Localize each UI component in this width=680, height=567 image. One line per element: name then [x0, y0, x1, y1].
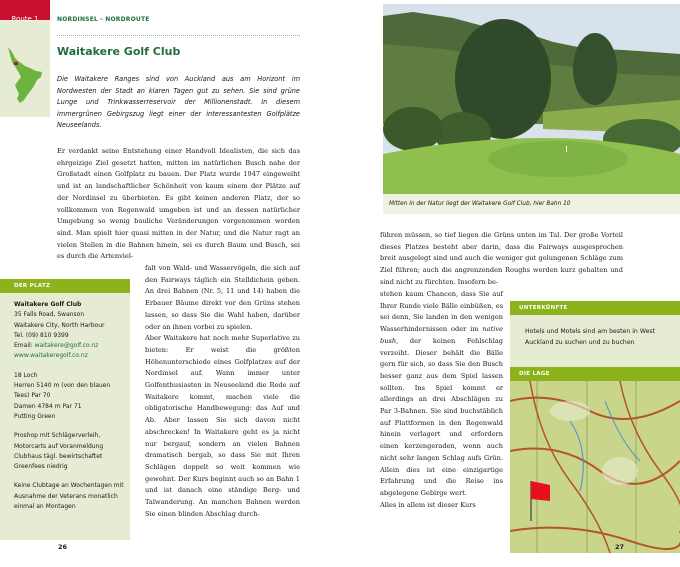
- club-name: Waitakere Golf Club: [14, 301, 82, 308]
- body-paragraph-3: führen müssen, so tief liegen die Grüns unten im Tal. Der große Vorteil dieses Platzes besteht aber darin, dass die Fairways ausgesprochen breit ausgelegt sind und auch die weniger gut gelungenen Schläge zum Ziel führen; auch die angrenzenden Roughs werden kurz gehalten und sind nicht zu fürchten. Insofern be-: [380, 231, 623, 286]
- address-line-2: Waitakere City, North Harbour: [14, 321, 105, 329]
- photo-caption: Mitten in der Natur liegt der Waitakere Golf Club, hier Bahn 10: [383, 194, 680, 214]
- right-page: [380, 0, 680, 567]
- website-link[interactable]: www.waitakeregolf.co.nz: [14, 352, 88, 360]
- route-label: Route 1: [11, 15, 39, 23]
- location-heading: DIE LAGE: [510, 367, 680, 381]
- body-text-bush-pre: stehen kaum Chancen, dass Sie auf Ihrer Runde viele Bälle einbüßen, es sei denn, Sie landen in den wenigen Wasserhindernissen oder im: [380, 290, 503, 334]
- accommodation-box: [510, 301, 680, 367]
- holes-count: 18 Loch: [14, 371, 38, 379]
- email-link[interactable]: waitakere@golf.co.nz: [34, 342, 99, 350]
- facilities: Proshop mit Schlägerverleih, Motorcarts auf Voranmeldung Clubhaus tägl. bewirtschaftet Greenfees niedrig: [14, 432, 104, 471]
- page-number-left: 26: [58, 543, 68, 551]
- accommodation-heading: UNTERKÜNFTE: [510, 301, 680, 315]
- address-line-1: 35 Falls Road, Swanson: [14, 311, 85, 319]
- phone-number: Tel. (09) 810 9399: [14, 331, 69, 339]
- men-course-length: Herren 5140 m (von den blauen Tees) Par 70: [14, 382, 111, 400]
- golf-landscape-image: [383, 4, 680, 194]
- native-bush-term: native bush: [380, 325, 503, 345]
- body-paragraph-2: [145, 263, 300, 520]
- section-kicker: NORDINSEL - NORDROUTE: [57, 16, 150, 23]
- women-course-length: Damen 4784 m Par 71: [14, 402, 82, 410]
- club-days: Keine Clubtage an Wochentagen mit Ausnahme der Veterans monatlich einmal an Montagen: [14, 482, 124, 511]
- location-box: [510, 367, 680, 553]
- route-band: [0, 20, 50, 117]
- accommodation-text: Hotels und Motels sind am besten in West Auckland zu suchen und zu buchen: [510, 315, 680, 367]
- course-info-box: [0, 279, 130, 540]
- body-paragraph-1: Er verdankt seine Entstehung einer Handvoll Idealisten, die sich das ehrgeizige Ziel gesetzt hatten, mitten im natürlichen Busch nahe der Großstadt einen Golfplatz zu bauen. Der Platz wurde 1947 eingeweiht und ist an landschaftlicher Schönheit von kaum einem der Plätze auf der Nordinsel zu überbieten. Es gibt keinen anderen Platz, der so vollkommen von Regenwald umgeben ist und an dessen natürlicher Umgebung so wenig bauliche Veränderungen vorgenommen worden sind. Man spielt hier quasi mitten in der Natur, und die Natur ragt an vielen Stellen in die Bahnen hinein, sei es durch Baum und Busch, sei es durch die Artenviel-: [57, 147, 300, 261]
- info-box-body: [0, 293, 130, 512]
- body-text-bush-post: , der keinen Fehlschlag verzeiht. Dieser behält die Bälle gern für sich, so dass Sie den Busch besser ganz aus dem Spiel lassen sollten. Ins Spiel kommt er allerdings an drei Abschlägen zu Par 3-Bahnen. Sie sind buchstäblich auf Plattformen in den Regenwald hinein verlagert und erfordern einen kerzengeraden, wenn auch nicht sehr langen Schlag aufs Grün. Allein dies ist eine einzigartige Erfahrung und die Reise ins abgelegene Gebirge wert.: [380, 336, 503, 497]
- body-text-superlatives: Aber Waitakere hat noch mehr Superlative zu bieten: Er weist die größten Höhenunterschiede eines Golfplatzes auf der Nordinsel auf. Wann immer unter Golfenthusiasten in Neuseeland die Rede auf Waitakere kommt, machen viele die obligatorische Handbewegung: das Auf und Ab. Aber lassen Sie sich davon nicht abschrecken! In Waitakere geht es ja nicht nur bergauf, sondern an vielen Bahnen dramatisch bergab, so dass Sie mit Ihren Schlägen doppelt so weit kommen wie gewohnt. Der Kurs beginnt auch so an Bahn 1 und ist danach eine ständige Berg- und Talwanderung. An manchen Bahnen werden Sie einen blinden Abschlag durch-: [145, 334, 300, 518]
- dotted-divider: [57, 35, 300, 36]
- body-text-summary: Alles in allem ist dieser Kurs: [380, 500, 476, 509]
- body-text-fauna: falt von Wald- und Wasservögeln, die sich auf den Fairways täglich ein Stelldichein geben. An drei Bahnen (Nr. 5, 11 und 14) haben die Erbauer Bäume direkt vor den Grüns stehen lassen, so dass Sie die Wahl haben, darüber oder an ihnen vorbei zu spielen.: [145, 264, 300, 331]
- body-paragraph-4: [380, 289, 503, 511]
- golf-course-photo: [383, 4, 680, 194]
- page-title: Waitakere Golf Club: [57, 45, 181, 58]
- new-zealand-north-island-map-icon: [6, 46, 44, 104]
- page-number-right: 27: [615, 543, 625, 551]
- intro-paragraph: Die Waitakere Ranges sind von Auckland aus am Horizont im Nordwesten der Stadt an klaren Tagen gut zu sehen. Sie sind grüne Lunge und Trinkwasserreservoir der Millionenstadt. In diesem immergrünen Gebirgszug liegt einer der interessantesten Golfplätze Neuseelands.: [57, 75, 300, 129]
- topographic-map: [510, 381, 680, 553]
- info-box-heading: DER PLATZ: [0, 279, 130, 293]
- putting-green: Putting Green: [14, 412, 56, 420]
- email-label: Email:: [14, 342, 35, 350]
